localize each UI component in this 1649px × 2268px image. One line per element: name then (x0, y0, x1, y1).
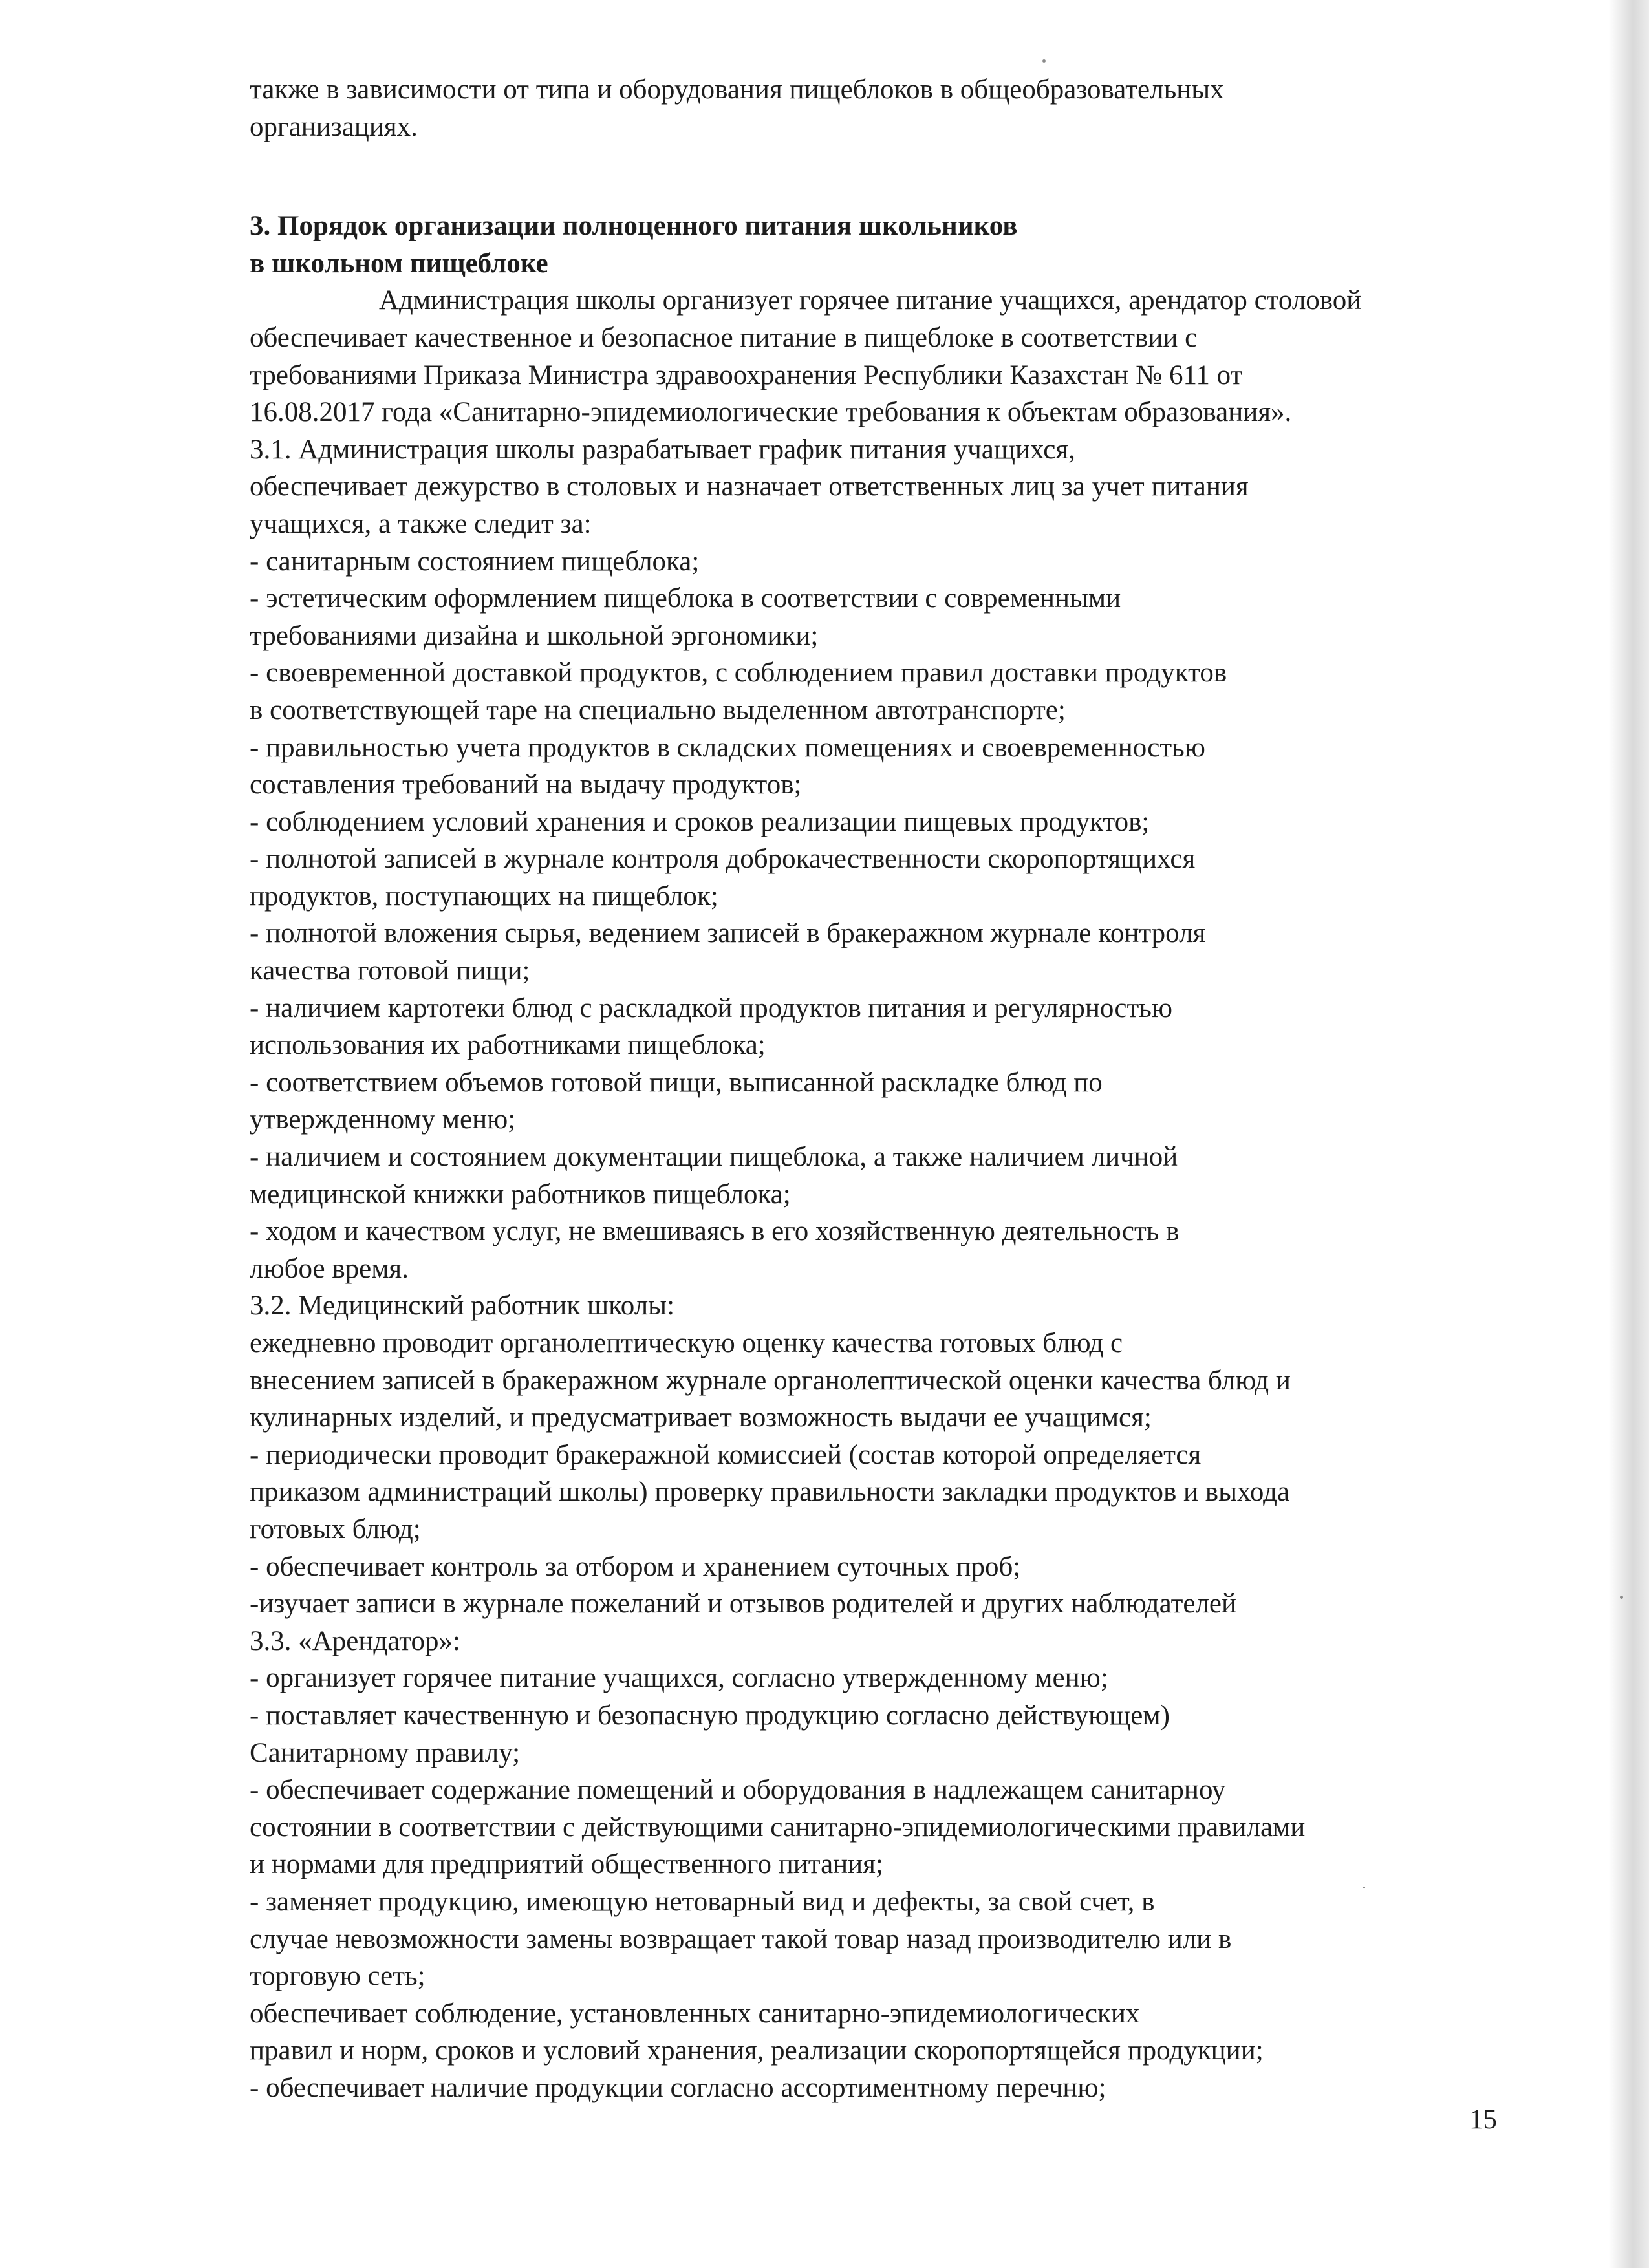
list-item: приказом администраций школы) проверку правильности закладки продуктов и выхода (250, 1477, 1290, 1508)
list-item: случае невозможности замены возвращает такой товар назад производителю или в (250, 1923, 1232, 1954)
intro-line: организациях. (250, 111, 418, 142)
list-item: - полнотой вложения сырья, ведением записей в бракеражном журнале контроля (250, 918, 1206, 949)
list-item: - наличием и состоянием документации пищеблока, а также наличием личной (250, 1142, 1178, 1173)
list-item: - полнотой записей в журнале контроля доброкачественности скоропортящихся (250, 844, 1196, 875)
list-item: утвержденному меню; (250, 1104, 516, 1135)
list-item: - соответствием объемов готовой пищи, выписанной раскладке блюд по (250, 1067, 1103, 1098)
scan-speck (1363, 1887, 1365, 1888)
list-item: - эстетическим оформлением пищеблока в соответствии с современными (250, 583, 1121, 614)
list-item: правил и норм, сроков и условий хранения, реализации скоропортящейся продукции; (250, 2035, 1264, 2066)
list-item: - заменяет продукцию, имеющую нетоварный вид и дефекты, за свой счет, в (250, 1886, 1155, 1917)
list-item: внесением записей в бракеражном журнале органолептической оценки качества блюд и (250, 1365, 1291, 1396)
list-item: требованиями дизайна и школьной эргономики; (250, 620, 819, 651)
list-item: - наличием картотеки блюд с раскладкой продуктов питания и регулярностью (250, 992, 1173, 1023)
list-item: - обеспечивает содержание помещений и оборудования в надлежащем санитарноу (250, 1775, 1226, 1806)
clause-line: 3.3. «Арендатор»: (250, 1625, 460, 1656)
list-item: использования их работниками пищеблока; (250, 1030, 766, 1061)
clause-line: обеспечивает дежурство в столовых и назначает ответственных лиц за учет питания (250, 471, 1249, 502)
list-item: - периодически проводит бракеражной комиссией (состав которой определяется (250, 1439, 1202, 1470)
list-item: состоянии в соответствии с действующими санитарно-эпидемиологическими правилами (250, 1812, 1306, 1843)
list-item: продуктов, поступающих на пищеблок; (250, 881, 718, 912)
paragraph-line: 16.08.2017 года «Санитарно-эпидемиологические требования к объектам образования». (250, 397, 1292, 428)
list-item: - обеспечивает наличие продукции согласно ассортиментному перечню; (250, 2072, 1106, 2103)
list-item: - соблюдением условий хранения и сроков реализации пищевых продуктов; (250, 806, 1150, 837)
list-item: - поставляет качественную и безопасную продукцию согласно действующем) (250, 1700, 1170, 1731)
list-item: обеспечивает соблюдение, установленных санитарно-эпидемиологических (250, 1998, 1140, 2029)
list-item: в соответствующей таре на специально выделенном автотранспорте; (250, 694, 1066, 725)
scan-speck (1620, 1596, 1623, 1599)
paragraph-gap (250, 145, 1511, 208)
list-item: - ходом и качеством услуг, не вмешиваясь в его хозяйственную деятельность в (250, 1216, 1180, 1247)
list-item: готовых блюд; (250, 1514, 421, 1545)
intro-line: также в зависимости от типа и оборудования пищеблоков в общеобразовательных (250, 74, 1224, 105)
list-item: качества готовой пищи; (250, 956, 530, 987)
clause-line: 3.1. Администрация школы разрабатывает график питания учащихся, (250, 434, 1075, 465)
section-heading: 3. Порядок организации полноценного питания школьников (250, 211, 1018, 242)
list-item: Санитарному правилу; (250, 1737, 521, 1768)
clause-line: учащихся, а также следит за: (250, 508, 592, 539)
scan-edge-shadow (1609, 0, 1649, 2268)
list-item: торговую сеть; (250, 1961, 426, 1992)
list-item: - санитарным состоянием пищеблока; (250, 546, 700, 577)
paragraph-line: Администрация школы организует горячее питание учащихся, арендатор столовой (379, 285, 1362, 316)
paragraph-line: требованиями Приказа Министра здравоохранения Республики Казахстан № 611 от (250, 359, 1243, 390)
list-item: составления требований на выдачу продуктов; (250, 769, 802, 800)
list-item: любое время. (250, 1253, 409, 1284)
document-page (250, 71, 1511, 2106)
clause-line: 3.2. Медицинский работник школы: (250, 1290, 675, 1321)
list-item: и нормами для предприятий общественного питания; (250, 1849, 883, 1880)
paragraph-line: обеспечивает качественное и безопасное питание в пищеблоке в соответствии с (250, 322, 1198, 353)
list-item: кулинарных изделий, и предусматривает возможность выдачи ее учащимся; (250, 1402, 1152, 1433)
page-number: 15 (1469, 2104, 1497, 2135)
list-item: - правильностью учета продуктов в складских помещениях и своевременностью (250, 732, 1205, 763)
list-item: - обеспечивает контроль за отбором и хранением суточных проб; (250, 1551, 1021, 1582)
list-item: - своевременной доставкой продуктов, с соблюдением правил доставки продуктов (250, 658, 1227, 689)
section-heading: в школьном пищеблоке (250, 248, 548, 279)
list-item: -изучает записи в журнале пожеланий и отзывов родителей и других наблюдателей (250, 1589, 1236, 1620)
list-item: - организует горячее питание учащихся, согласно утвержденному меню; (250, 1663, 1108, 1694)
list-item: ежедневно проводит органолептическую оценку качества готовых блюд с (250, 1328, 1123, 1358)
list-item: медицинской книжки работников пищеблока; (250, 1179, 791, 1210)
scan-speck (1042, 59, 1046, 63)
